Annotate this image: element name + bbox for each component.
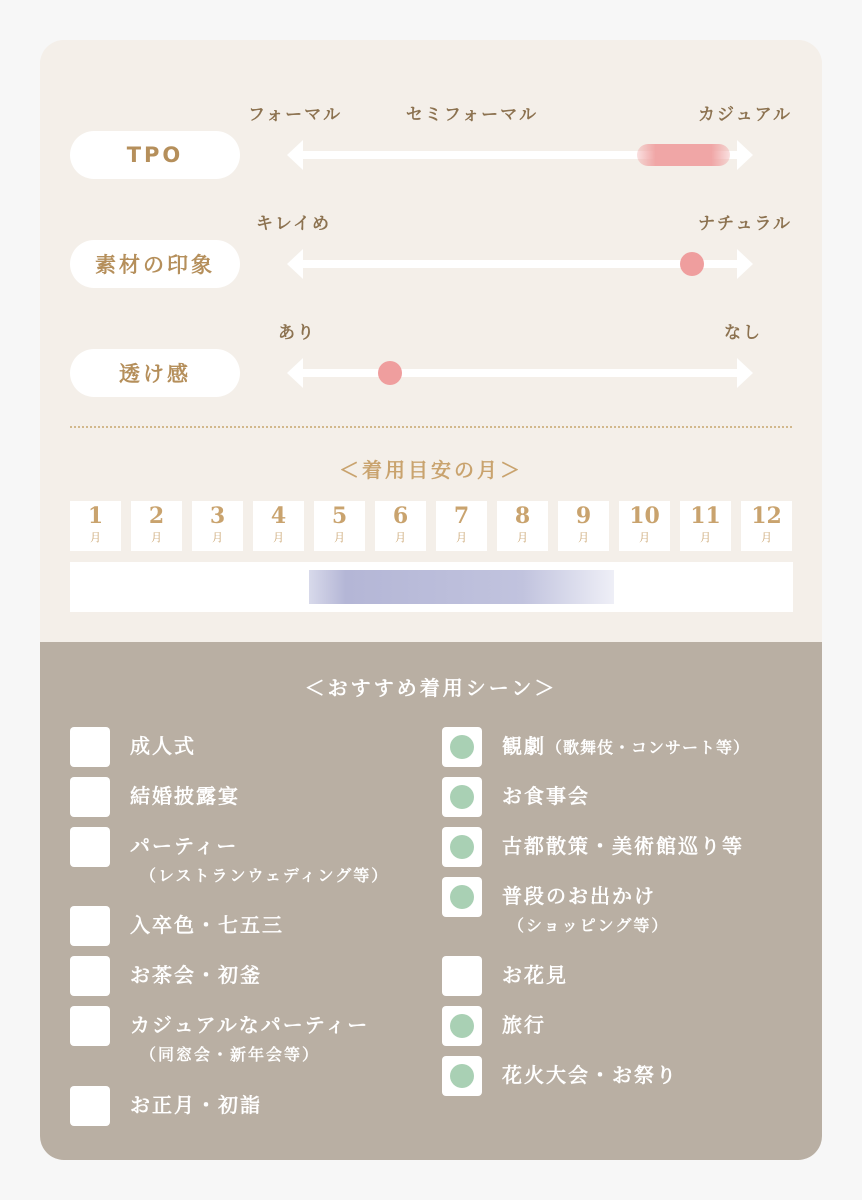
month-9: 9 月 <box>558 501 609 551</box>
material-scale-natural: ナチュラル <box>698 214 792 234</box>
tpo-scale-semiformal: セミフォーマル <box>405 105 539 125</box>
product-spec-card <box>40 40 822 1160</box>
month-5: 5 月 <box>314 501 365 551</box>
tpo-scale-casual: カジュアル <box>698 105 792 125</box>
sheer-label: 透け感 <box>70 349 240 397</box>
material-label: 素材の印象 <box>70 240 240 288</box>
scene-sublabel: （ショッピング等） <box>508 916 670 935</box>
scene-checkbox <box>70 1086 110 1126</box>
scene-label: お花見 <box>502 963 568 987</box>
divider <box>70 426 792 428</box>
tpo-scale-arrow <box>287 140 753 170</box>
month-1: 1 月 <box>70 501 121 551</box>
scene-checkbox <box>442 777 482 817</box>
check-dot-icon <box>450 1014 474 1038</box>
scenes-section <box>40 642 822 1160</box>
scene-checkbox <box>70 827 110 867</box>
month-2: 2 月 <box>131 501 182 551</box>
scene-checkbox <box>442 827 482 867</box>
check-dot-icon <box>450 785 474 809</box>
month-3: 3 月 <box>192 501 243 551</box>
months-title: ＜着用目安の月＞ <box>339 458 523 482</box>
sheer-scale-arrow <box>287 358 753 388</box>
scene-checkbox <box>442 956 482 996</box>
wear-months-range <box>309 570 614 604</box>
month-10: 10 月 <box>619 501 670 551</box>
scene-label: 普段のお出かけ <box>502 884 656 908</box>
scene-sublabel: （同窓会・新年会等） <box>140 1045 321 1064</box>
check-dot-icon <box>450 835 474 859</box>
month-12: 12 月 <box>741 501 792 551</box>
scene-label: 成人式 <box>130 734 196 758</box>
scene-checkbox <box>442 877 482 917</box>
scene-label: お正月・初詣 <box>130 1093 262 1117</box>
check-dot-icon <box>450 735 474 759</box>
scene-checkbox <box>70 906 110 946</box>
material-scale-clean: キレイめ <box>256 214 331 234</box>
scene-checkbox <box>442 1056 482 1096</box>
scene-checkbox <box>442 727 482 767</box>
sheer-marker <box>378 361 402 385</box>
scene-label: 観劇（歌舞伎・コンサート等） <box>502 734 751 758</box>
scene-label: パーティー <box>130 834 239 858</box>
scene-checkbox <box>70 956 110 996</box>
sheer-scale-no: なし <box>724 323 762 343</box>
spec-section <box>40 40 822 642</box>
scene-label: お茶会・初釜 <box>130 963 262 987</box>
month-7: 7 月 <box>436 501 487 551</box>
scene-label: 花火大会・お祭り <box>502 1063 678 1087</box>
month-6: 6 月 <box>375 501 426 551</box>
material-marker <box>680 252 704 276</box>
scene-label: 結婚披露宴 <box>130 784 240 808</box>
wear-months-bar <box>70 562 793 612</box>
month-8: 8 月 <box>497 501 548 551</box>
scene-label: お食事会 <box>502 784 590 808</box>
tpo-label: TPO <box>70 131 240 179</box>
scene-checkbox <box>442 1006 482 1046</box>
scene-label: 入卒色・七五三 <box>130 913 284 937</box>
month-4: 4 月 <box>253 501 304 551</box>
scene-checkbox <box>70 1006 110 1046</box>
scene-checkbox <box>70 727 110 767</box>
tpo-range-marker <box>637 144 730 166</box>
scene-sublabel: （レストランウェディング等） <box>140 866 390 885</box>
check-dot-icon <box>450 1064 474 1088</box>
material-scale-arrow <box>287 249 753 279</box>
scene-label: 古都散策・美術館巡り等 <box>502 834 744 858</box>
check-dot-icon <box>450 885 474 909</box>
month-11: 11 月 <box>680 501 731 551</box>
scene-label: 旅行 <box>502 1013 546 1037</box>
scene-checkbox <box>70 777 110 817</box>
sheer-scale-yes: あり <box>278 323 316 343</box>
tpo-scale-formal: フォーマル <box>248 105 343 125</box>
scenes-title: ＜おすすめ着用シーン＞ <box>304 676 558 700</box>
scene-label: カジュアルなパーティー <box>130 1013 370 1037</box>
